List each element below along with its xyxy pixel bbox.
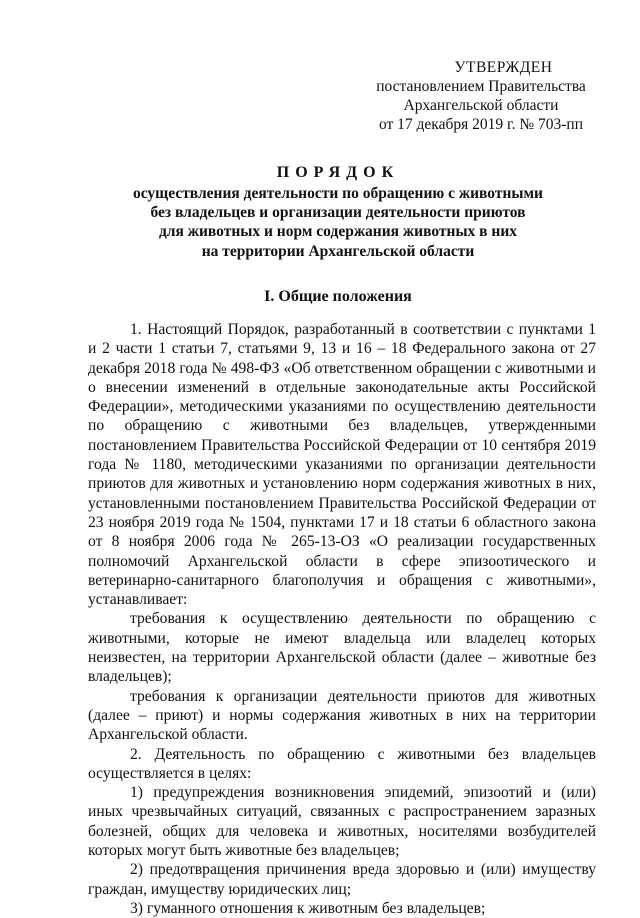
paragraph: 1) предупреждения возникновения эпидемий, эпизоотий и (или) иных чрезвычайных ситуаций, связанных с распространением заразных болезней, общих для человека и животных, носителями возбудителей которых могут быть животные без владельцев; [88,784,596,860]
paragraph: 1. Настоящий Порядок, разработанный в соответствии с пунктами 1 и 2 части 1 статьи 7, статьями 9, 13 и 16 – 18 Федерального закона от 27 декабря 2018 года № 498-ФЗ «Об ответственном обращении с животными и о внесении изменений в отдельные законодательные акты Российской Федерации», методическими указаниями по осуществлению деятельности по обращению с животными без владельцев, утвержденными постановлением Правительства Российской Федерации от 10 сентября 2019 года № 1180, методическими указаниями по организации деятельности приютов для животных и установлению норм содержания животных в них, установленными постановлением Правительства Российской Федерации от 23 ноября 2019 года № 1504, пунктами 17 и 18 статьи 6 областного закона от 8 ноября 2006 года № 265-13-ОЗ «О реализации государственных полномочий Архангельской области в сфере эпизоотического и ветеринарно-санитарного благополучия и обращения с животными», устанавливает: [88,321,596,609]
document-body [88,320,596,918]
title-sub-line: на территории Архангельской области [201,242,475,260]
paragraph: 3) гуманного отношения к животным без владельцев; [130,899,486,917]
section-heading: I. Общие положения [264,288,412,305]
title-sub-line: осуществления деятельности по обращению с животными [132,185,543,202]
title-sub-line: для животных и норм содержания животных в них [158,223,518,241]
approval-heading: УТВЕРЖДЕН [454,59,553,76]
approval-line: постановлением Правительства [376,78,586,95]
title-main: ПОРЯДОК [276,164,400,181]
paragraph: требования к осуществлению деятельности по обращению с животными, которые не имеют владельца или владелец которых неизвестен, на территории Архангельской области (далее – животные без владельцев); [88,610,596,686]
paragraph: 2) предотвращения причинения вреда здоровью и (или) имуществу граждан, имуществу юридических лиц; [88,861,596,898]
paragraph: требования к организации деятельности приютов для животных (далее – приют) и нормы содержания животных в них на территории Архангельской области. [88,687,596,744]
approval-line: от 17 декабря 2019 г. № 703-пп [378,116,584,133]
document-title [88,162,588,261]
paragraph: 2. Деятельность по обращению с животными без владельцев осуществляется в целях: [88,745,596,782]
title-sub-line: без владельцев и организации деятельности приютов [150,204,526,222]
approval-stamp [360,58,602,134]
approval-line: Архангельской области [403,97,559,114]
